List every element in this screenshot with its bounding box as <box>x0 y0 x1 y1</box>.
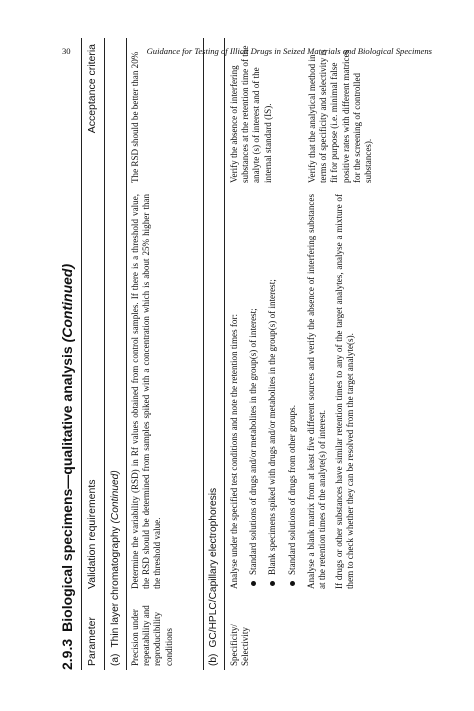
specificity-intro: Analyse under the specified test conditions and note the retention times for: <box>229 313 239 589</box>
header-parameter: Parameter <box>86 616 98 666</box>
precision-validation: Determine the variability (RSD) in Rf values obtained from control samples. If there is a threshold value, the RSD should be determined from samples spiked with a concentration which is about 25% higher than the threshold value. <box>130 194 163 589</box>
subsection-a-title: Thin layer chromatography <box>110 526 121 648</box>
subsection-b-heading <box>205 488 223 666</box>
subsection-b-rule <box>224 38 225 670</box>
section-title <box>54 38 80 670</box>
running-title: Guidance for Testing of Illicit Drugs in Seized Materials and Biological Specimens <box>146 46 432 56</box>
bullet-icon <box>290 581 295 586</box>
list-item: Standard solutions of drugs and/or metabolites in the group(s) of interest; <box>248 194 259 589</box>
bullet-icon <box>251 581 256 586</box>
header-validation: Validation requirements <box>86 479 98 589</box>
page-number: 30 <box>62 46 71 56</box>
list-item: Blank specimens spiked with drugs and/or metabolites in the group(s) of interest; <box>267 194 278 589</box>
subsection-a-rule <box>126 38 127 670</box>
specificity-bullet-list <box>248 194 298 589</box>
list-item: Standard solutions of drugs from other groups. <box>287 194 298 589</box>
subsection-a-continued: (Continued) <box>110 470 121 524</box>
specificity-acceptance-1: Verify the absence of interfering substances at the retention time of the analyte (s) of interest and of the internal standard (IS). <box>229 45 273 183</box>
section-title-text: Biological specimens—qualitative analysis <box>59 346 75 632</box>
specificity-para3: If drugs or other substances have similar retention times to any of the target analytes, analyse a mixture of them to check whether they can be resolved from the target analyte(s). <box>334 194 356 589</box>
bullet-icon <box>270 581 275 586</box>
specificity-validation <box>229 194 357 589</box>
section-continued: (Continued) <box>59 263 75 343</box>
precision-row-rule <box>203 38 204 670</box>
header-rule <box>104 38 105 670</box>
precision-acceptance: The RSD should be better than 20% <box>130 51 140 183</box>
rotated-table-region <box>54 38 410 670</box>
specificity-parameter: Specificity/ Selectivity <box>229 624 251 666</box>
subsection-a-heading <box>107 470 125 666</box>
subsection-b-label: (b) <box>208 653 219 666</box>
precision-parameter: Precision under repeatability and reproducibility conditions <box>130 605 174 666</box>
header-acceptance: Acceptance criteria <box>86 44 98 134</box>
section-number: 2.9.3 <box>59 638 75 670</box>
specificity-para2: Analyse a blank matrix from at least five different sources and verify the absence of interfering substances at the retention times of the analyte(s) of interest. <box>305 194 328 589</box>
subsection-b-title: GC/HPLC/Capillary electrophoresis <box>208 487 219 648</box>
subsection-a-label: (a) <box>110 653 121 666</box>
specificity-acceptance-2: Verify that the analytical method in terms of specificity and selectivity is fit for purpose (i.e. minimal false positive rates with different matrices for the screening of controlled substances). <box>307 49 374 183</box>
